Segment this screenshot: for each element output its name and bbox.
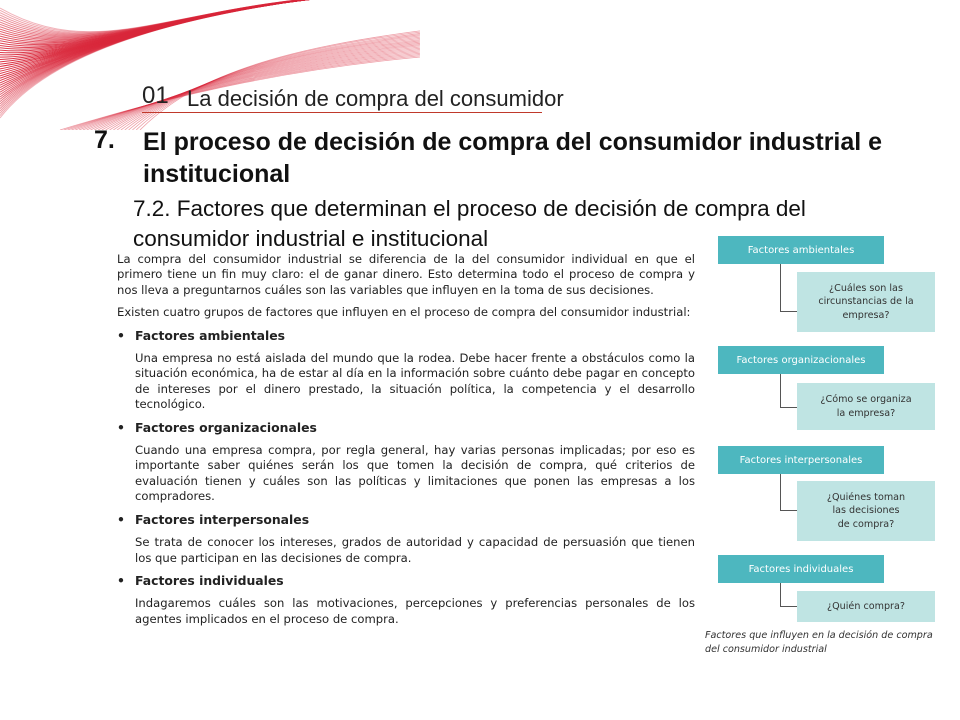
- section-number: 7.: [94, 126, 115, 154]
- factor-name: Factores individuales: [135, 572, 284, 588]
- factor-description: Cuando una empresa compra, por regla general, hay varias personas implicadas; por eso es importante saber quiénes serán los que tomen la decisión de compra, qué criterios de evaluación tienen y cuáles son las políticas y limitaciones que ponen las empresas a los compradores.: [135, 443, 695, 504]
- factor-description: Una empresa no está aislada del mundo que la rodea. Debe hacer frente a obstáculos como la situación económica, ha de estar al día en la información sobre cuánto debe pagar en concepto de intereses por el dinero prestado, la situación política, la competencia y el desarrollo tecnológico.: [135, 351, 695, 412]
- connector-line: [780, 474, 781, 510]
- section-title: El proceso de decisión de compra del consumidor industrial e institucional: [143, 128, 883, 188]
- body-text: [117, 252, 695, 634]
- diagram-question-box: ¿Quién compra?: [797, 591, 935, 622]
- connector-line: [780, 510, 797, 511]
- chapter-underline: [142, 112, 542, 113]
- factor-heading-individuales: [117, 573, 695, 588]
- factor-name: Factores organizacionales: [135, 419, 317, 435]
- diagram-factor-box: Factores interpersonales: [718, 446, 884, 474]
- diagram-caption: Factores que influyen en la decisión de compra del consumidor industrial: [705, 630, 933, 655]
- diagram-factor-box: Factores ambientales: [718, 236, 884, 264]
- connector-line: [780, 264, 781, 311]
- connector-line: [780, 407, 797, 408]
- bullet-icon: •: [117, 327, 125, 343]
- connector-line: [780, 374, 781, 407]
- diagram-question-box: ¿Cuáles son las circunstancias de la empresa?: [797, 272, 935, 332]
- diagram-question-box: ¿Cómo se organiza la empresa?: [797, 383, 935, 430]
- factor-description: Indagaremos cuáles son las motivaciones, percepciones y preferencias personales de los agentes implicados en el proceso de compra.: [135, 596, 695, 626]
- connector-line: [780, 583, 781, 606]
- factors-diagram: [700, 220, 950, 680]
- chapter-title: La decisión de compra del consumidor: [187, 86, 564, 111]
- bullet-icon: •: [117, 511, 125, 527]
- chapter-number: 01: [142, 82, 169, 109]
- factor-heading-organizacionales: [117, 420, 695, 435]
- factor-name: Factores interpersonales: [135, 511, 310, 527]
- factor-description: Se trata de conocer los intereses, grados de autoridad y capacidad de persuasión que tienen los que participan en las decisiones de compra.: [135, 535, 695, 565]
- connector-line: [780, 311, 797, 312]
- factor-heading-interpersonales: [117, 512, 695, 527]
- factor-name: Factores ambientales: [135, 327, 286, 343]
- factor-heading-ambientales: [117, 328, 695, 343]
- bullet-icon: •: [117, 572, 125, 588]
- groups-intro-paragraph: Existen cuatro grupos de factores que influyen en el proceso de compra del consumidor industrial:: [117, 305, 691, 320]
- intro-paragraph: La compra del consumidor industrial se diferencia de la del consumidor individual en que el primero tiene un fin muy claro: el de ganar dinero. Esto determina todo el proceso de compra y nos lleva a preguntarnos cuáles son las variables que influyen en la toma de sus decisiones.: [117, 252, 695, 297]
- diagram-question-box: ¿Quiénes toman las decisiones de compra?: [797, 481, 935, 541]
- diagram-factor-box: Factores individuales: [718, 555, 884, 583]
- bullet-icon: •: [117, 419, 125, 435]
- diagram-factor-box: Factores organizacionales: [718, 346, 884, 374]
- connector-line: [780, 606, 797, 607]
- subsection-title: 7.2. Factores que determinan el proceso de decisión de compra del consumidor industrial e institucional: [133, 196, 806, 251]
